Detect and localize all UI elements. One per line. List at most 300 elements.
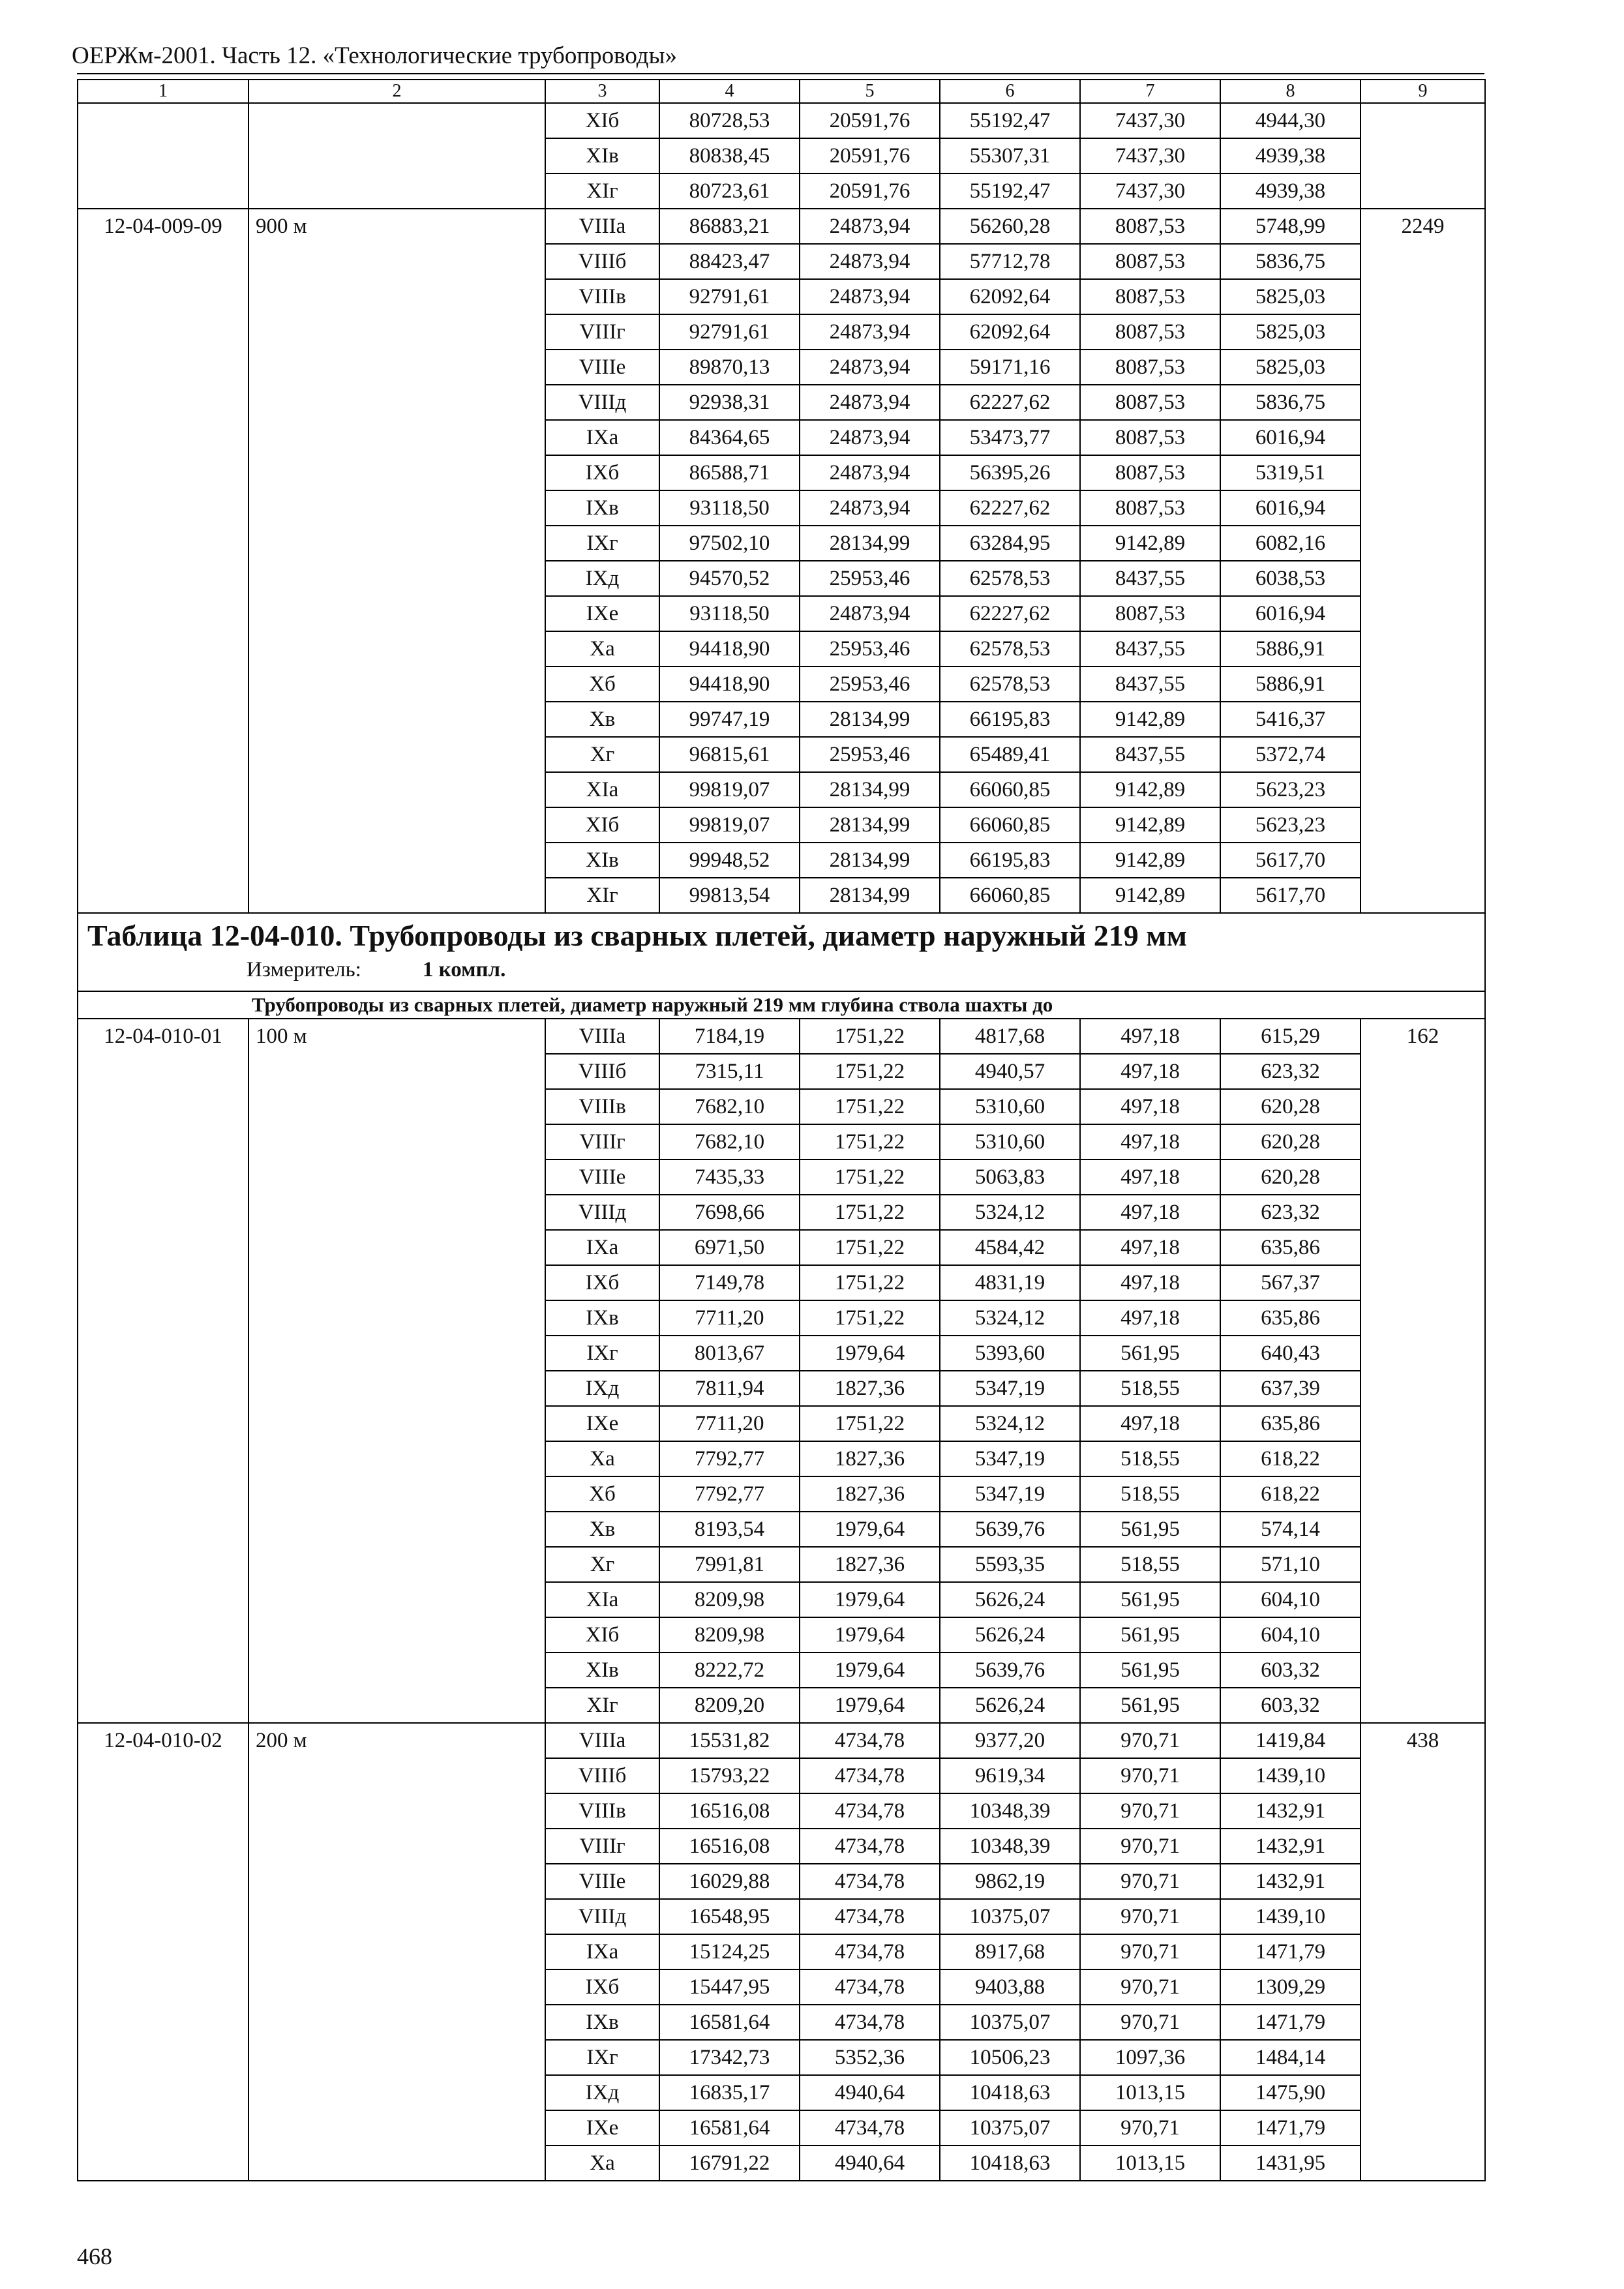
table-title: Таблица 12-04-010. Трубопроводы из сварных плетей, диаметр наружный 219 мм xyxy=(87,919,1187,952)
machine-cost: 62092,64 xyxy=(940,314,1080,350)
machine-cost: 5347,19 xyxy=(940,1371,1080,1406)
operator-wages: 561,95 xyxy=(1080,1688,1220,1723)
machine-cost: 8917,68 xyxy=(940,1934,1080,1969)
climate-zone: VIIIв xyxy=(545,279,659,314)
machine-cost: 66060,85 xyxy=(940,807,1080,843)
operator-wages: 561,95 xyxy=(1080,1653,1220,1688)
total-cost: 92938,31 xyxy=(659,385,800,420)
operator-wages: 970,71 xyxy=(1080,1969,1220,2005)
operator-wages: 970,71 xyxy=(1080,2110,1220,2146)
total-cost: 7184,19 xyxy=(659,1019,800,1054)
labor-wages: 24873,94 xyxy=(800,209,940,244)
machine-cost: 62578,53 xyxy=(940,561,1080,596)
materials-cost: 1471,79 xyxy=(1220,1934,1361,1969)
labor-wages: 24873,94 xyxy=(800,350,940,385)
machine-cost: 4940,57 xyxy=(940,1054,1080,1089)
total-cost: 99819,07 xyxy=(659,772,800,807)
climate-zone: XIб xyxy=(545,1617,659,1653)
rate-code: 12-04-009-09 xyxy=(78,209,248,913)
materials-cost: 6082,16 xyxy=(1220,526,1361,561)
machine-cost: 57712,78 xyxy=(940,244,1080,279)
labor-wages: 1979,64 xyxy=(800,1617,940,1653)
materials-cost: 5886,91 xyxy=(1220,631,1361,666)
operator-wages: 518,55 xyxy=(1080,1476,1220,1512)
labor-wages: 1827,36 xyxy=(800,1476,940,1512)
climate-zone: Xа xyxy=(545,631,659,666)
total-cost: 7315,11 xyxy=(659,1054,800,1089)
materials-cost: 1309,29 xyxy=(1220,1969,1361,2005)
machine-cost: 10418,63 xyxy=(940,2146,1080,2181)
materials-cost: 5886,91 xyxy=(1220,666,1361,702)
operator-wages: 9142,89 xyxy=(1080,526,1220,561)
machine-cost: 65489,41 xyxy=(940,737,1080,772)
machine-cost: 62227,62 xyxy=(940,385,1080,420)
climate-zone: XIг xyxy=(545,173,659,209)
total-cost: 16516,08 xyxy=(659,1793,800,1829)
materials-cost: 1475,90 xyxy=(1220,2075,1361,2110)
labor-wages: 4734,78 xyxy=(800,1793,940,1829)
total-cost: 93118,50 xyxy=(659,490,800,526)
climate-zone: IXг xyxy=(545,1336,659,1371)
climate-zone: XIа xyxy=(545,772,659,807)
labor-wages: 4734,78 xyxy=(800,1829,940,1864)
labor-hours: 162 xyxy=(1361,1019,1485,1723)
materials-cost: 1432,91 xyxy=(1220,1793,1361,1829)
materials-cost: 6016,94 xyxy=(1220,490,1361,526)
operator-wages: 497,18 xyxy=(1080,1019,1220,1054)
climate-zone: Xб xyxy=(545,666,659,702)
meter-value: 1 компл. xyxy=(422,958,506,981)
machine-cost: 66195,83 xyxy=(940,702,1080,737)
operator-wages: 8087,53 xyxy=(1080,209,1220,244)
table-row xyxy=(78,1019,1485,1054)
climate-zone: IXе xyxy=(545,596,659,631)
machine-cost: 55192,47 xyxy=(940,103,1080,138)
operator-wages: 1097,36 xyxy=(1080,2040,1220,2075)
climate-zone: VIIIд xyxy=(545,1899,659,1934)
materials-cost: 1439,10 xyxy=(1220,1899,1361,1934)
labor-wages: 1979,64 xyxy=(800,1582,940,1617)
climate-zone: IXд xyxy=(545,1371,659,1406)
climate-zone: XIг xyxy=(545,878,659,913)
total-cost: 7149,78 xyxy=(659,1265,800,1300)
total-cost: 7711,20 xyxy=(659,1406,800,1441)
total-cost: 7792,77 xyxy=(659,1476,800,1512)
labor-wages: 28134,99 xyxy=(800,878,940,913)
labor-wages: 28134,99 xyxy=(800,772,940,807)
materials-cost: 603,32 xyxy=(1220,1688,1361,1723)
total-cost: 80728,53 xyxy=(659,103,800,138)
machine-cost: 9403,88 xyxy=(940,1969,1080,2005)
blank-code-cell xyxy=(78,103,248,209)
materials-cost: 1471,79 xyxy=(1220,2110,1361,2146)
total-cost: 8209,98 xyxy=(659,1582,800,1617)
labor-wages: 24873,94 xyxy=(800,244,940,279)
labor-wages: 1827,36 xyxy=(800,1441,940,1476)
total-cost: 15447,95 xyxy=(659,1969,800,2005)
labor-wages: 28134,99 xyxy=(800,526,940,561)
operator-wages: 8437,55 xyxy=(1080,737,1220,772)
labor-wages: 4734,78 xyxy=(800,2005,940,2040)
machine-cost: 10506,23 xyxy=(940,2040,1080,2075)
machine-cost: 53473,77 xyxy=(940,420,1080,455)
table-title-row xyxy=(78,913,1485,991)
labor-wages: 5352,36 xyxy=(800,2040,940,2075)
operator-wages: 8437,55 xyxy=(1080,631,1220,666)
labor-wages: 28134,99 xyxy=(800,843,940,878)
climate-zone: VIIIа xyxy=(545,209,659,244)
meter-label: Измеритель: xyxy=(247,958,361,981)
labor-wages: 1751,22 xyxy=(800,1300,940,1336)
column-number: 6 xyxy=(940,80,1080,103)
materials-cost: 4944,30 xyxy=(1220,103,1361,138)
materials-cost: 604,10 xyxy=(1220,1582,1361,1617)
labor-wages: 1827,36 xyxy=(800,1371,940,1406)
climate-zone: VIIIг xyxy=(545,1124,659,1159)
labor-wages: 1751,22 xyxy=(800,1124,940,1159)
machine-cost: 5324,12 xyxy=(940,1406,1080,1441)
labor-wages: 1979,64 xyxy=(800,1653,940,1688)
machine-cost: 5063,83 xyxy=(940,1159,1080,1195)
operator-wages: 970,71 xyxy=(1080,1899,1220,1934)
machine-cost: 62578,53 xyxy=(940,631,1080,666)
machine-cost: 56260,28 xyxy=(940,209,1080,244)
total-cost: 8193,54 xyxy=(659,1512,800,1547)
climate-zone: Xв xyxy=(545,702,659,737)
operator-wages: 9142,89 xyxy=(1080,772,1220,807)
climate-zone: IXв xyxy=(545,1300,659,1336)
labor-wages: 1827,36 xyxy=(800,1547,940,1582)
total-cost: 15124,25 xyxy=(659,1934,800,1969)
materials-cost: 5319,51 xyxy=(1220,455,1361,490)
machine-cost: 66060,85 xyxy=(940,772,1080,807)
operator-wages: 8087,53 xyxy=(1080,420,1220,455)
operator-wages: 8087,53 xyxy=(1080,314,1220,350)
labor-wages: 4940,64 xyxy=(800,2146,940,2181)
operator-wages: 9142,89 xyxy=(1080,843,1220,878)
total-cost: 93118,50 xyxy=(659,596,800,631)
climate-zone: IXг xyxy=(545,2040,659,2075)
operator-wages: 8087,53 xyxy=(1080,244,1220,279)
climate-zone: VIIIв xyxy=(545,1793,659,1829)
labor-wages: 1979,64 xyxy=(800,1336,940,1371)
total-cost: 8209,20 xyxy=(659,1688,800,1723)
machine-cost: 66060,85 xyxy=(940,878,1080,913)
materials-cost: 1471,79 xyxy=(1220,2005,1361,2040)
materials-cost: 635,86 xyxy=(1220,1230,1361,1265)
labor-wages: 24873,94 xyxy=(800,455,940,490)
shaft-depth: 900 м xyxy=(248,209,545,913)
machine-cost: 9619,34 xyxy=(940,1758,1080,1793)
materials-cost: 5825,03 xyxy=(1220,314,1361,350)
operator-wages: 1013,15 xyxy=(1080,2146,1220,2181)
labor-wages: 4940,64 xyxy=(800,2075,940,2110)
labor-wages: 25953,46 xyxy=(800,666,940,702)
climate-zone: VIIIг xyxy=(545,1829,659,1864)
climate-zone: VIIIе xyxy=(545,1159,659,1195)
total-cost: 7682,10 xyxy=(659,1089,800,1124)
materials-cost: 637,39 xyxy=(1220,1371,1361,1406)
labor-wages: 25953,46 xyxy=(800,737,940,772)
materials-cost: 1432,91 xyxy=(1220,1864,1361,1899)
shaft-depth: 200 м xyxy=(248,1723,545,2181)
operator-wages: 497,18 xyxy=(1080,1089,1220,1124)
operator-wages: 970,71 xyxy=(1080,2005,1220,2040)
materials-cost: 635,86 xyxy=(1220,1406,1361,1441)
climate-zone: XIг xyxy=(545,1688,659,1723)
operator-wages: 561,95 xyxy=(1080,1582,1220,1617)
total-cost: 7682,10 xyxy=(659,1124,800,1159)
running-header: ОЕРЖм-2001. Часть 12. «Технологические трубопроводы» xyxy=(72,42,677,69)
labor-wages: 20591,76 xyxy=(800,173,940,209)
total-cost: 16516,08 xyxy=(659,1829,800,1864)
operator-wages: 9142,89 xyxy=(1080,702,1220,737)
total-cost: 99948,52 xyxy=(659,843,800,878)
materials-cost: 5836,75 xyxy=(1220,385,1361,420)
climate-zone: VIIIе xyxy=(545,1864,659,1899)
materials-cost: 567,37 xyxy=(1220,1265,1361,1300)
machine-cost: 5626,24 xyxy=(940,1688,1080,1723)
operator-wages: 970,71 xyxy=(1080,1758,1220,1793)
operator-wages: 8087,53 xyxy=(1080,455,1220,490)
labor-hours: 2249 xyxy=(1361,209,1485,913)
total-cost: 16548,95 xyxy=(659,1899,800,1934)
labor-wages: 4734,78 xyxy=(800,1969,940,2005)
total-cost: 8013,67 xyxy=(659,1336,800,1371)
materials-cost: 5623,23 xyxy=(1220,772,1361,807)
labor-wages: 24873,94 xyxy=(800,314,940,350)
materials-cost: 618,22 xyxy=(1220,1476,1361,1512)
machine-cost: 5393,60 xyxy=(940,1336,1080,1371)
climate-zone: IXе xyxy=(545,2110,659,2146)
total-cost: 96815,61 xyxy=(659,737,800,772)
labor-wages: 24873,94 xyxy=(800,279,940,314)
machine-cost: 5324,12 xyxy=(940,1300,1080,1336)
climate-zone: Xб xyxy=(545,1476,659,1512)
operator-wages: 970,71 xyxy=(1080,1864,1220,1899)
labor-hours: 438 xyxy=(1361,1723,1485,2181)
total-cost: 97502,10 xyxy=(659,526,800,561)
operator-wages: 497,18 xyxy=(1080,1230,1220,1265)
total-cost: 7991,81 xyxy=(659,1547,800,1582)
labor-wages: 28134,99 xyxy=(800,807,940,843)
materials-cost: 615,29 xyxy=(1220,1019,1361,1054)
operator-wages: 7437,30 xyxy=(1080,138,1220,173)
labor-wages: 1751,22 xyxy=(800,1089,940,1124)
materials-cost: 574,14 xyxy=(1220,1512,1361,1547)
materials-cost: 6038,53 xyxy=(1220,561,1361,596)
climate-zone: IXв xyxy=(545,490,659,526)
labor-wages: 1979,64 xyxy=(800,1512,940,1547)
climate-zone: IXв xyxy=(545,2005,659,2040)
machine-cost: 5593,35 xyxy=(940,1547,1080,1582)
labor-wages: 4734,78 xyxy=(800,1758,940,1793)
machine-cost: 10375,07 xyxy=(940,2005,1080,2040)
total-cost: 16581,64 xyxy=(659,2110,800,2146)
labor-wages: 1751,22 xyxy=(800,1406,940,1441)
machine-cost: 4831,19 xyxy=(940,1265,1080,1300)
materials-cost: 620,28 xyxy=(1220,1159,1361,1195)
table-row xyxy=(78,1723,1485,1758)
total-cost: 16581,64 xyxy=(659,2005,800,2040)
labor-wages: 1751,22 xyxy=(800,1019,940,1054)
machine-cost: 62578,53 xyxy=(940,666,1080,702)
total-cost: 92791,61 xyxy=(659,314,800,350)
materials-cost: 1419,84 xyxy=(1220,1723,1361,1758)
climate-zone: VIIIд xyxy=(545,385,659,420)
climate-zone: IXа xyxy=(545,1934,659,1969)
total-cost: 86883,21 xyxy=(659,209,800,244)
total-cost: 80723,61 xyxy=(659,173,800,209)
climate-zone: VIIIб xyxy=(545,1054,659,1089)
header-rule xyxy=(77,73,1484,74)
labor-wages: 28134,99 xyxy=(800,702,940,737)
materials-cost: 5748,99 xyxy=(1220,209,1361,244)
operator-wages: 8087,53 xyxy=(1080,350,1220,385)
labor-wages: 1751,22 xyxy=(800,1054,940,1089)
operator-wages: 497,18 xyxy=(1080,1406,1220,1441)
blank-depth-cell xyxy=(248,103,545,209)
materials-cost: 571,10 xyxy=(1220,1547,1361,1582)
rates-table xyxy=(77,79,1486,2181)
total-cost: 8222,72 xyxy=(659,1653,800,1688)
rate-code: 12-04-010-01 xyxy=(78,1019,248,1723)
machine-cost: 5639,76 xyxy=(940,1653,1080,1688)
table-subtitle: Трубопроводы из сварных плетей, диаметр наружный 219 мм глубина ствола шахты до xyxy=(78,991,1485,1019)
operator-wages: 970,71 xyxy=(1080,1829,1220,1864)
total-cost: 94418,90 xyxy=(659,631,800,666)
machine-cost: 10418,63 xyxy=(940,2075,1080,2110)
operator-wages: 497,18 xyxy=(1080,1265,1220,1300)
machine-cost: 5310,60 xyxy=(940,1124,1080,1159)
operator-wages: 8087,53 xyxy=(1080,279,1220,314)
climate-zone: VIIIв xyxy=(545,1089,659,1124)
materials-cost: 5825,03 xyxy=(1220,350,1361,385)
materials-cost: 1432,91 xyxy=(1220,1829,1361,1864)
climate-zone: VIIIб xyxy=(545,244,659,279)
climate-zone: Xг xyxy=(545,1547,659,1582)
total-cost: 84364,65 xyxy=(659,420,800,455)
climate-zone: XIв xyxy=(545,843,659,878)
operator-wages: 8087,53 xyxy=(1080,490,1220,526)
climate-zone: IXа xyxy=(545,420,659,455)
climate-zone: XIа xyxy=(545,1582,659,1617)
climate-zone: IXа xyxy=(545,1230,659,1265)
total-cost: 92791,61 xyxy=(659,279,800,314)
operator-wages: 497,18 xyxy=(1080,1159,1220,1195)
materials-cost: 623,32 xyxy=(1220,1054,1361,1089)
operator-wages: 497,18 xyxy=(1080,1195,1220,1230)
labor-wages: 4734,78 xyxy=(800,1899,940,1934)
total-cost: 7792,77 xyxy=(659,1441,800,1476)
column-number: 2 xyxy=(248,80,545,103)
machine-cost: 55307,31 xyxy=(940,138,1080,173)
total-cost: 88423,47 xyxy=(659,244,800,279)
operator-wages: 497,18 xyxy=(1080,1300,1220,1336)
labor-wages: 1751,22 xyxy=(800,1230,940,1265)
labor-wages: 24873,94 xyxy=(800,385,940,420)
materials-cost: 620,28 xyxy=(1220,1089,1361,1124)
materials-cost: 620,28 xyxy=(1220,1124,1361,1159)
total-cost: 16791,22 xyxy=(659,2146,800,2181)
operator-wages: 970,71 xyxy=(1080,1934,1220,1969)
total-cost: 89870,13 xyxy=(659,350,800,385)
total-cost: 6971,50 xyxy=(659,1230,800,1265)
total-cost: 16835,17 xyxy=(659,2075,800,2110)
column-number: 7 xyxy=(1080,80,1220,103)
machine-cost: 62227,62 xyxy=(940,596,1080,631)
operator-wages: 561,95 xyxy=(1080,1512,1220,1547)
table-row xyxy=(78,209,1485,244)
blank-col9-cell xyxy=(1361,103,1485,209)
machine-cost: 56395,26 xyxy=(940,455,1080,490)
materials-cost: 618,22 xyxy=(1220,1441,1361,1476)
climate-zone: VIIIе xyxy=(545,350,659,385)
column-number: 3 xyxy=(545,80,659,103)
climate-zone: IXг xyxy=(545,526,659,561)
materials-cost: 604,10 xyxy=(1220,1617,1361,1653)
operator-wages: 970,71 xyxy=(1080,1793,1220,1829)
labor-wages: 24873,94 xyxy=(800,596,940,631)
materials-cost: 5416,37 xyxy=(1220,702,1361,737)
machine-cost: 5626,24 xyxy=(940,1617,1080,1653)
climate-zone: VIIIа xyxy=(545,1019,659,1054)
materials-cost: 6016,94 xyxy=(1220,596,1361,631)
climate-zone: IXд xyxy=(545,2075,659,2110)
table-title-cell xyxy=(78,913,1485,991)
materials-cost: 5623,23 xyxy=(1220,807,1361,843)
machine-cost: 10348,39 xyxy=(940,1793,1080,1829)
machine-cost: 5626,24 xyxy=(940,1582,1080,1617)
climate-zone: Xг xyxy=(545,737,659,772)
machine-cost: 9862,19 xyxy=(940,1864,1080,1899)
materials-cost: 5836,75 xyxy=(1220,244,1361,279)
total-cost: 7435,33 xyxy=(659,1159,800,1195)
climate-zone: IXб xyxy=(545,455,659,490)
total-cost: 7698,66 xyxy=(659,1195,800,1230)
table-subtitle-row xyxy=(78,991,1485,1019)
total-cost: 94418,90 xyxy=(659,666,800,702)
operator-wages: 561,95 xyxy=(1080,1617,1220,1653)
climate-zone: Xв xyxy=(545,1512,659,1547)
shaft-depth: 100 м xyxy=(248,1019,545,1723)
materials-cost: 623,32 xyxy=(1220,1195,1361,1230)
materials-cost: 640,43 xyxy=(1220,1336,1361,1371)
total-cost: 8209,98 xyxy=(659,1617,800,1653)
materials-cost: 1484,14 xyxy=(1220,2040,1361,2075)
machine-cost: 5347,19 xyxy=(940,1476,1080,1512)
climate-zone: VIIIг xyxy=(545,314,659,350)
materials-cost: 603,32 xyxy=(1220,1653,1361,1688)
column-number: 9 xyxy=(1361,80,1485,103)
operator-wages: 8437,55 xyxy=(1080,561,1220,596)
materials-cost: 5617,70 xyxy=(1220,878,1361,913)
total-cost: 15793,22 xyxy=(659,1758,800,1793)
table-row xyxy=(78,103,1485,138)
operator-wages: 518,55 xyxy=(1080,1547,1220,1582)
operator-wages: 9142,89 xyxy=(1080,878,1220,913)
operator-wages: 561,95 xyxy=(1080,1336,1220,1371)
machine-cost: 4584,42 xyxy=(940,1230,1080,1265)
total-cost: 7711,20 xyxy=(659,1300,800,1336)
operator-wages: 518,55 xyxy=(1080,1371,1220,1406)
climate-zone: Xа xyxy=(545,1441,659,1476)
climate-zone: XIв xyxy=(545,138,659,173)
climate-zone: IXе xyxy=(545,1406,659,1441)
climate-zone: XIб xyxy=(545,807,659,843)
operator-wages: 970,71 xyxy=(1080,1723,1220,1758)
total-cost: 15531,82 xyxy=(659,1723,800,1758)
